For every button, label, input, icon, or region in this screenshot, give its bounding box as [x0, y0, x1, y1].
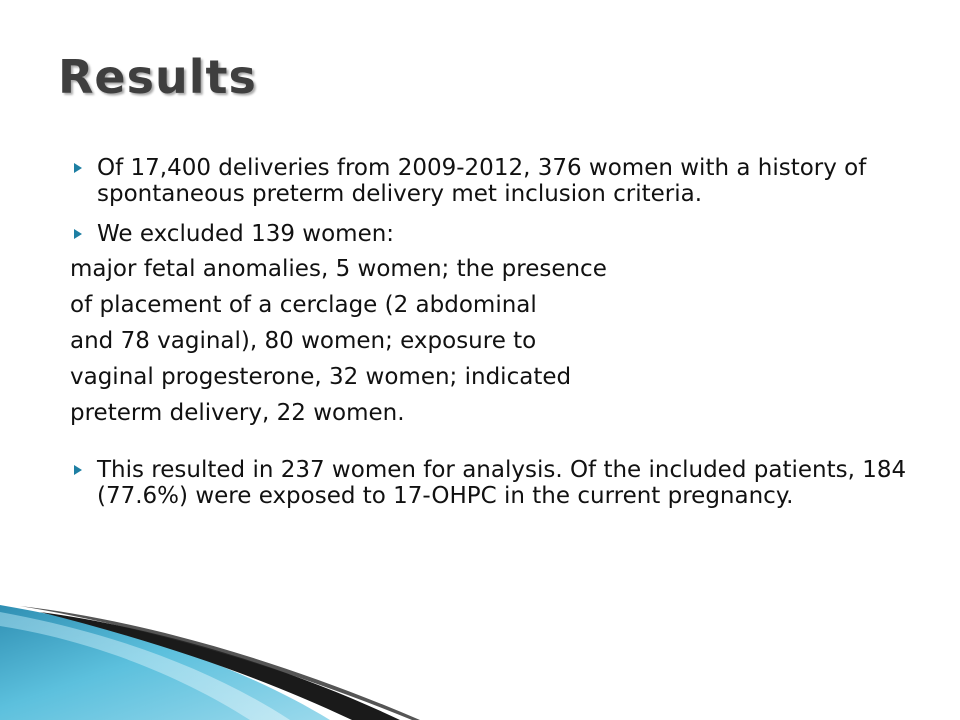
exclusion-line: and 78 vaginal), 80 women; exposure to	[70, 328, 537, 354]
bullet-text: This resulted in 237 women for analysis. Of the included patients, 184 (77.6%) were exposed to 17-OHPC in the current pregnancy.	[97, 457, 907, 509]
bullet-item	[70, 221, 920, 247]
exclusion-line: preterm delivery, 22 women.	[70, 400, 405, 426]
slide-body	[70, 155, 920, 509]
wave-teal-band	[0, 605, 330, 720]
slide-title: Results	[58, 50, 257, 104]
wave-dark-stroke	[40, 612, 400, 720]
bullet-text: Of 17,400 deliveries from 2009-2012, 376 women with a history of spontaneous preterm delivery met inclusion criteria.	[97, 155, 867, 207]
wave-dark-line	[20, 606, 420, 720]
bullet-text: We excluded 139 women:	[97, 221, 395, 247]
bullet-item	[70, 457, 920, 509]
wave-light-band	[0, 612, 290, 720]
exclusion-line: major fetal anomalies, 5 women; the presence	[70, 256, 607, 282]
triangle-right-icon	[74, 465, 82, 475]
exclusion-line: vaginal progesterone, 32 women; indicated	[70, 364, 572, 390]
exclusion-line: of placement of a cerclage (2 abdominal	[70, 292, 537, 318]
triangle-right-icon	[74, 229, 82, 239]
triangle-right-icon	[74, 163, 82, 173]
bullet-item	[70, 155, 920, 207]
